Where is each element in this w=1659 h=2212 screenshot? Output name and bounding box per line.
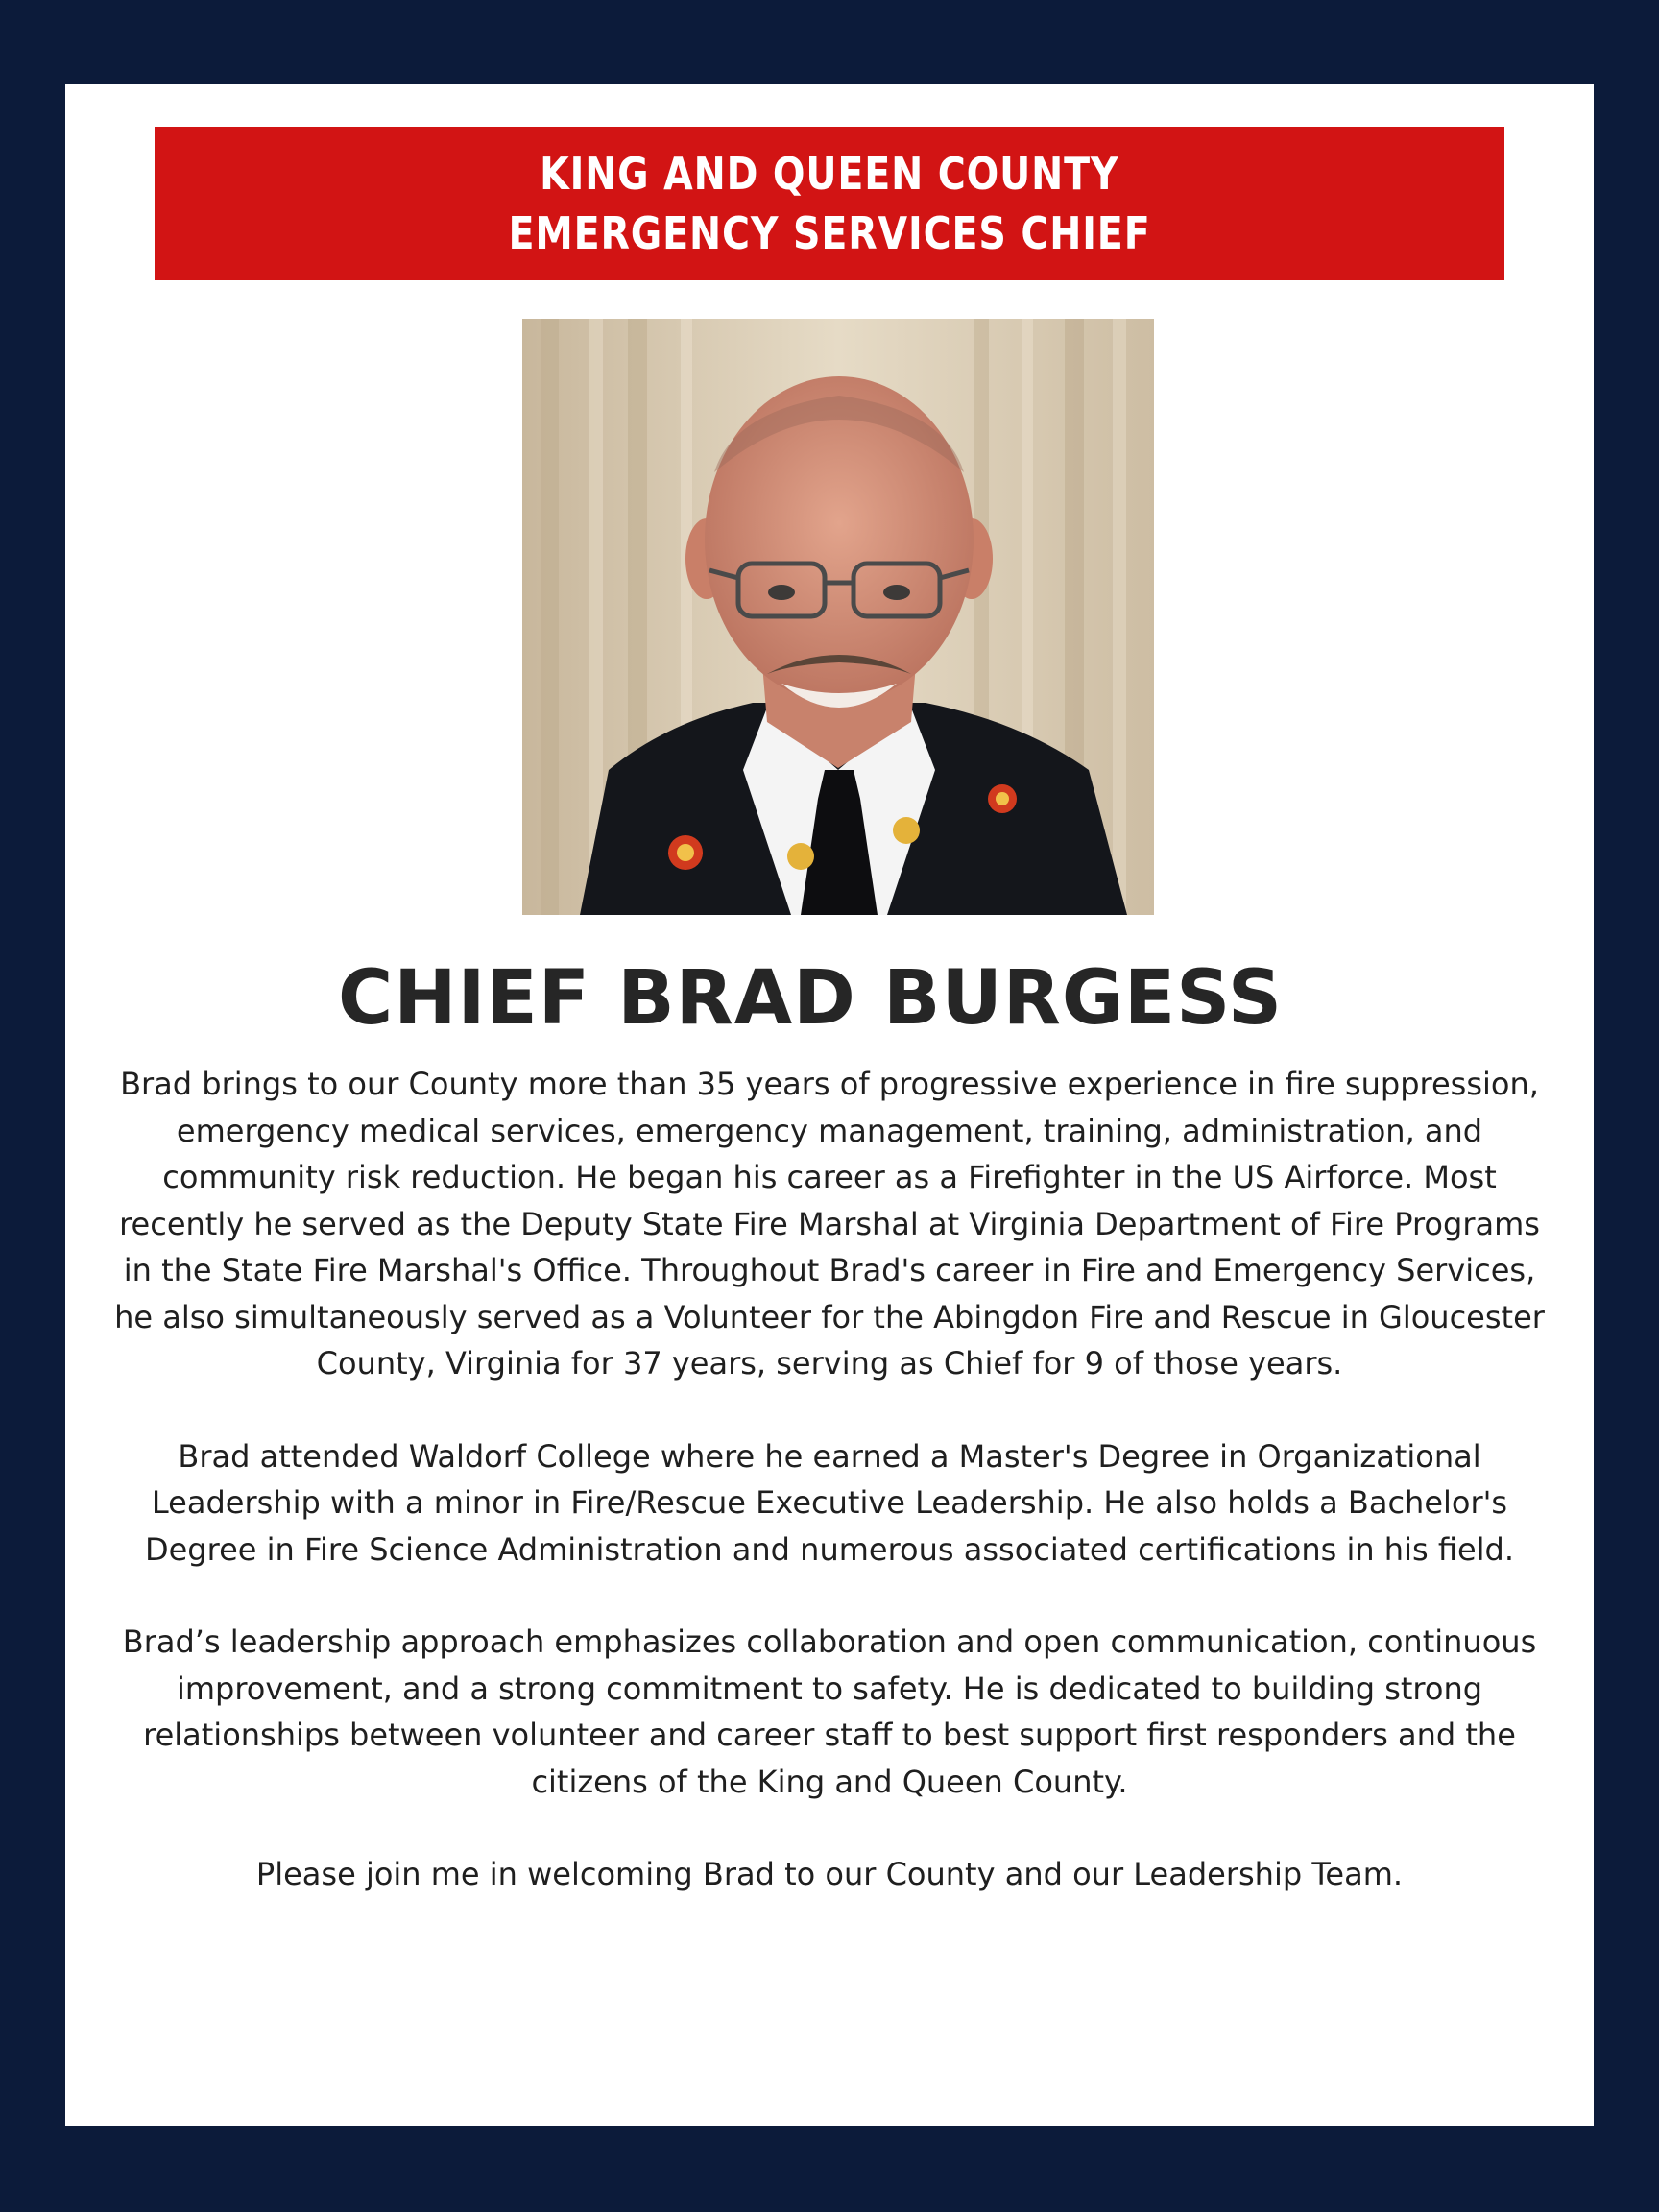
chief-name-heading: CHIEF BRAD BURGESS: [337, 955, 1284, 1042]
chief-portrait: [522, 319, 1154, 915]
bio-paragraph-welcome: Please join me in welcoming Brad to our County and our Leadership Team.: [255, 1856, 1404, 1892]
announcement-card: [65, 84, 1594, 2126]
banner-line-title: EMERGENCY SERVICES CHIEF: [508, 207, 1151, 259]
banner-line-county: KING AND QUEEN COUNTY: [540, 148, 1119, 200]
biography: [108, 1061, 1551, 1898]
bio-paragraph-experience: Brad brings to our County more than 35 years of progressive experience in fire suppression, emergency medical services, emergency management, training, administration, and community risk reduction. He began his career as a Firefighter in the US Airforce. Most recently he served as the Deputy State Fire Marshal at Virginia Department of Fire Programs in the State Fire Marshal's Office. Throughout Brad's career in Fire and Emergency Services, he also simultaneously served as a Volunteer for the Abingdon Fire and Rescue in Gloucester County, Virginia for 37 years, serving as Chief for 9 of those years.: [114, 1066, 1545, 1382]
bio-paragraph-education: Brad attended Waldorf College where he earned a Master's Degree in Organizational Leadership with a minor in Fire/Rescue Executive Leadership. He also holds a Bachelor's Degree in Fire Science Administration and numerous associated certifications in his field.: [144, 1437, 1515, 1568]
bio-paragraph-leadership: Brad’s leadership approach emphasizes collaboration and open communication, continuous improvement, and a strong commitment to safety. He is dedicated to building strong relationships between volunteer and career staff to best support first responders and the citizens of the King and Queen County.: [122, 1623, 1537, 1800]
portrait-illustration: [522, 319, 1154, 915]
title-banner: [155, 127, 1504, 280]
